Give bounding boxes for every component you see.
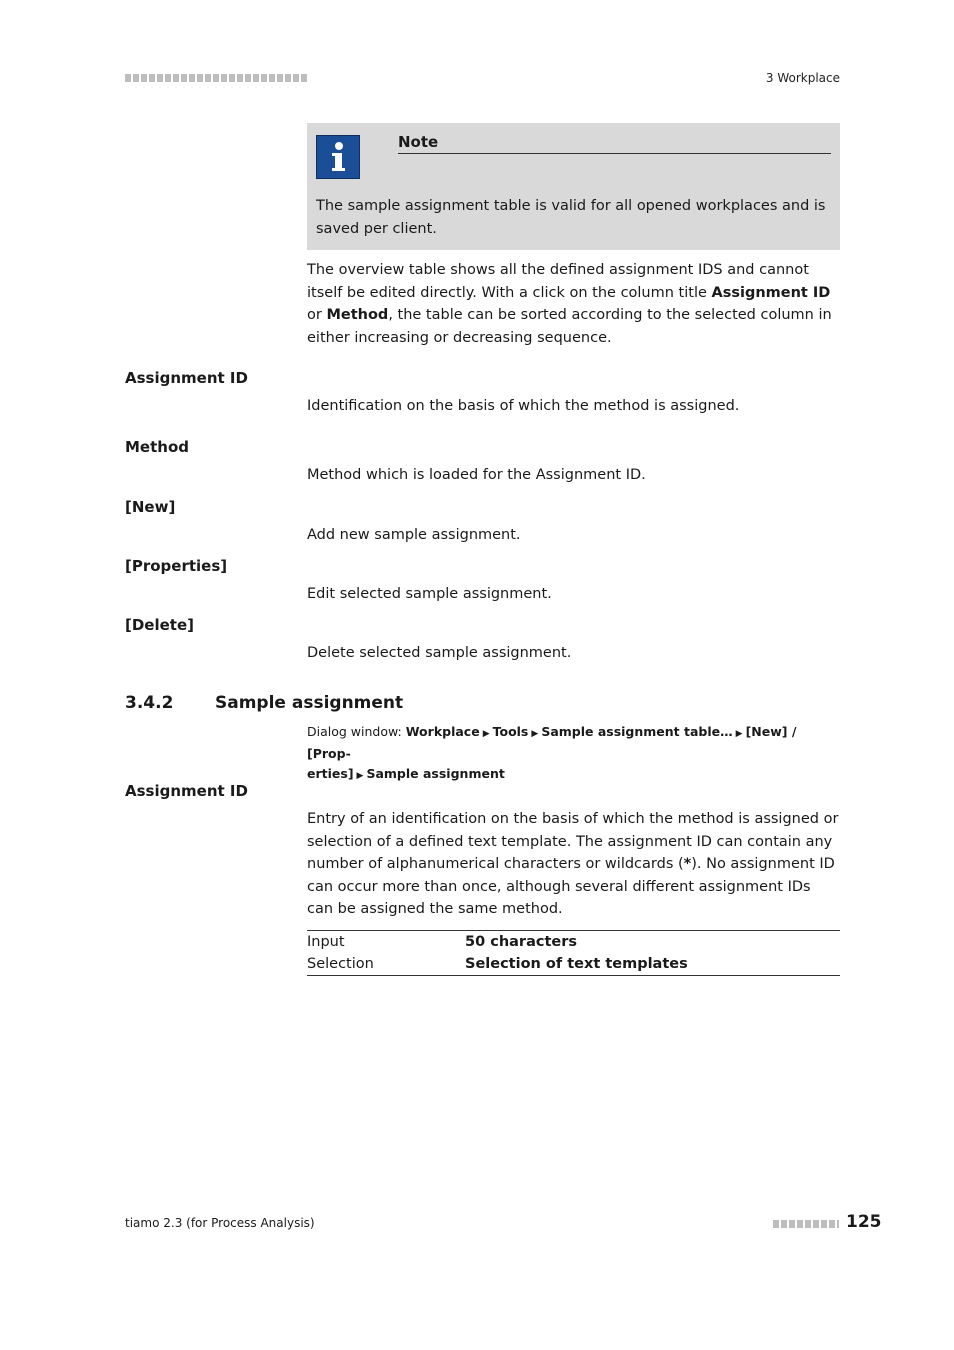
desc-delete: Delete selected sample assignment. [307,645,572,661]
term-assignment-id: Assignment ID [125,369,248,387]
desc-assignment-id: Identification on the basis of which the method is assigned. [307,398,740,414]
desc-method: Method which is loaded for the Assignment ID. [307,467,646,483]
page-number: 125 [846,1212,882,1232]
spec-label: Selection [307,956,374,972]
section-title: Sample assignment [215,693,404,713]
info-icon [316,135,360,179]
term-method: Method [125,438,189,456]
section-number: 3.4.2 [125,693,174,713]
spec-label: Input [307,934,345,950]
table-row [307,953,840,976]
spec-value: Selection of text templates [465,956,688,972]
term-properties: [Properties] [125,557,228,575]
term-new: [New] [125,498,176,516]
desc-field-assignment-id: Entry of an identification on the basis of which the method is assigned or selection of a defined text template. The assignment ID can contain any number of alphanumerical characters or wildcards (*). No assignment ID can occur more than once, although several different assignment IDs can be assigned the same method. [307,811,839,917]
intro-paragraph: The overview table shows all the defined assignment IDS and cannot itself be edited directly. With a click on the column title Assignment ID or Method, the table can be sorted according to the selected column in either increasing or decreasing sequence. [307,262,832,346]
desc-properties: Edit selected sample assignment. [307,586,552,602]
term-delete: [Delete] [125,616,194,634]
term-field-assignment-id: Assignment ID [125,782,248,800]
spec-value: 50 characters [465,934,578,950]
footer-product: tiamo 2.3 (for Process Analysis) [125,1216,315,1230]
note-text: The sample assignment table is valid for all opened workplaces and is saved per client. [316,198,826,237]
header-decoration [125,74,307,82]
desc-new: Add new sample assignment. [307,527,521,543]
running-header: 3 Workplace [765,71,840,85]
spec-table [307,930,840,976]
note-title: Note [398,133,831,154]
table-row [307,931,840,954]
dialog-path: Dialog window: Workplace ▶ Tools ▶ Sample assignment table… ▶ [New] / [Prop- erties] ▶ Sample assignment [307,724,797,781]
footer-decoration [773,1220,839,1228]
